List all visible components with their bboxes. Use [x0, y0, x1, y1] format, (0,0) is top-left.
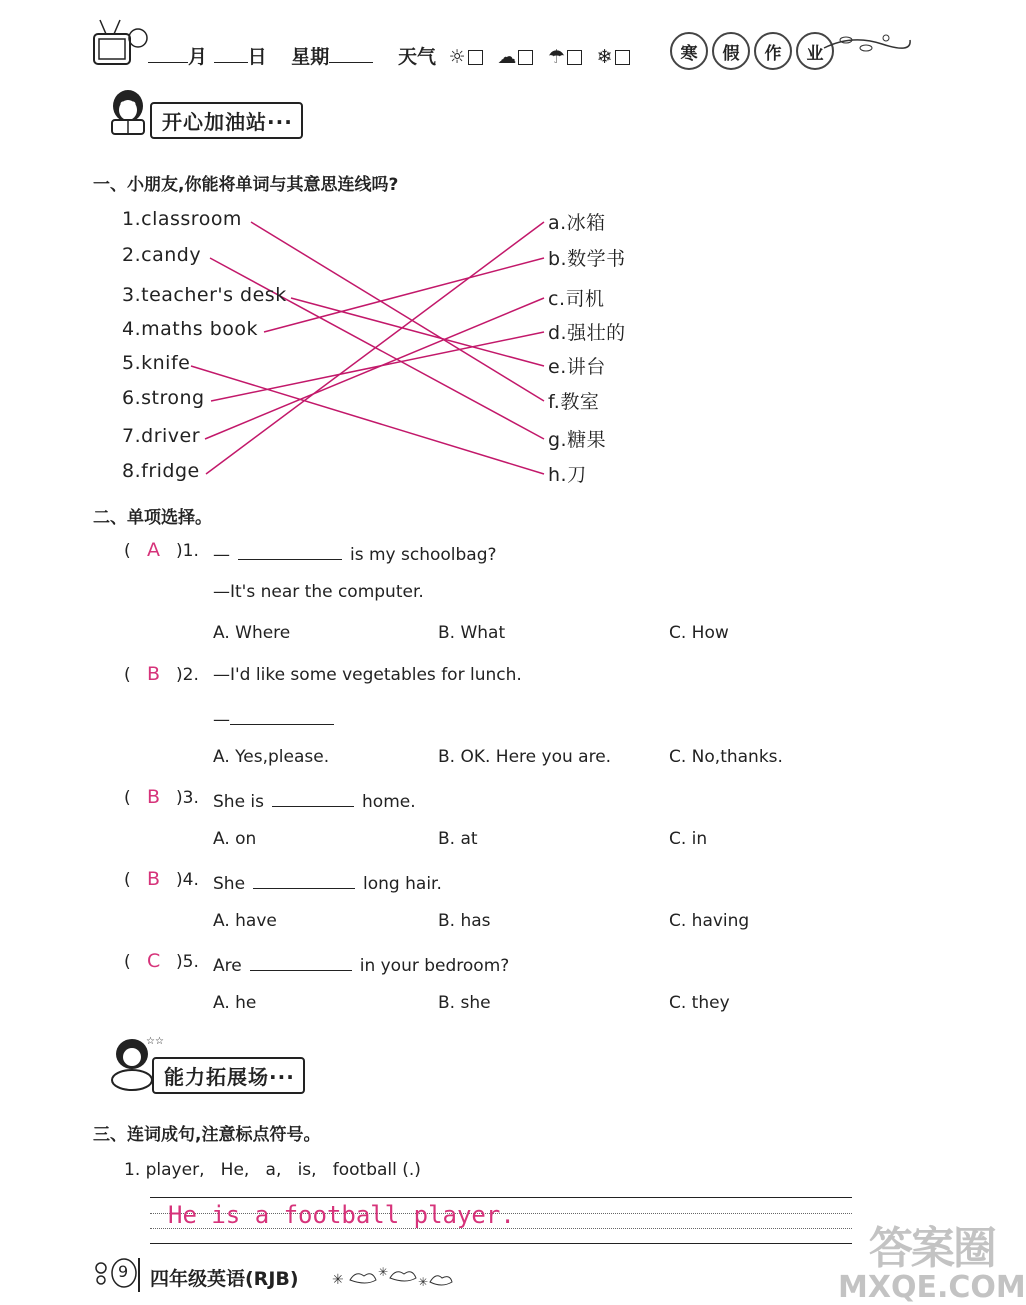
month-label: 月 [188, 46, 208, 68]
q1-title: 一、小朋友,你能将单词与其意思连线吗? [93, 175, 399, 195]
svg-text:✳: ✳ [332, 1272, 344, 1288]
svg-text:☆☆: ☆☆ [146, 1036, 164, 1047]
question-number: )1. [176, 541, 199, 561]
stem-text: in your bedroom? [359, 956, 510, 976]
option-choice[interactable]: B. What [438, 623, 506, 643]
answer-paren-open: ( [124, 665, 131, 685]
page-number-badge [92, 1256, 138, 1290]
stem-text: home. [362, 792, 416, 812]
option-choice[interactable]: B. at [438, 829, 478, 849]
reply-text: —It's near the computer. [213, 582, 424, 602]
answer-letter[interactable]: B [147, 868, 161, 890]
option-choice[interactable]: C. in [669, 829, 708, 849]
answer-paren-open: ( [124, 541, 131, 561]
answer-letter[interactable]: C [147, 950, 161, 972]
watermark-url: MXQE.COM [838, 1270, 1026, 1305]
section-badge-ability: 能力拓展场··· [152, 1057, 305, 1094]
header-date-row [148, 42, 373, 69]
page-number: 9 [118, 1262, 129, 1281]
answer-paren-open: ( [124, 870, 131, 890]
branch-decoration-icon [822, 26, 912, 66]
question-stem [213, 541, 497, 565]
footer-rule [138, 1258, 140, 1292]
answer-blank[interactable] [230, 706, 334, 725]
answer-letter[interactable]: B [147, 663, 161, 685]
answer-blank[interactable] [253, 870, 355, 889]
option-choice[interactable]: C. No,thanks. [669, 747, 783, 767]
answer-blank[interactable] [272, 788, 354, 807]
option-choice[interactable]: B. OK. Here you are. [438, 747, 612, 767]
writing-line-top [150, 1197, 852, 1198]
weather-label: 天气 [398, 46, 437, 68]
penguin-mascot-icon [104, 84, 152, 144]
sun-icon[interactable]: ☼ [449, 46, 483, 68]
match-left-item[interactable]: 3.teacher's desk [122, 284, 287, 306]
match-right-item[interactable]: f.教室 [548, 391, 600, 413]
option-choice[interactable]: A. on [213, 829, 257, 849]
header-weather-row [398, 42, 630, 69]
q2-title: 二、单项选择。 [93, 508, 212, 528]
writing-line-bottom [150, 1243, 852, 1244]
weekday-label: 星期 [291, 46, 330, 68]
match-right-item[interactable]: g.糖果 [548, 429, 607, 451]
day-label: 日 [247, 46, 267, 68]
question-number: )4. [176, 870, 199, 890]
match-left-item[interactable]: 7.driver [122, 425, 201, 447]
question-stem [213, 870, 442, 894]
q3-word-list: 1. player, He, a, is, football (.) [124, 1160, 421, 1180]
day-blank[interactable] [214, 44, 248, 63]
match-right-item[interactable]: d.强壮的 [548, 322, 626, 344]
question-stem [213, 665, 522, 685]
badge-char: 业 [796, 32, 834, 70]
stem-text: long hair. [363, 874, 442, 894]
match-line [206, 222, 544, 474]
svg-text:✳: ✳ [378, 1265, 389, 1279]
match-line [191, 366, 544, 474]
snow-icon[interactable]: ❄ [597, 46, 630, 68]
option-choice[interactable]: B. has [438, 911, 491, 931]
question-stem [213, 952, 509, 976]
answer-letter[interactable]: B [147, 786, 161, 808]
option-choice[interactable]: C. they [669, 993, 730, 1013]
match-left-item[interactable]: 8.fridge [122, 460, 200, 482]
reply-text: — [213, 710, 230, 730]
answer-paren-open: ( [124, 952, 131, 972]
question-number: )3. [176, 788, 199, 808]
footer-subject: 四年级英语(RJB) [150, 1268, 299, 1290]
option-choice[interactable]: C. How [669, 623, 729, 643]
match-left-item[interactable]: 1.classroom [122, 208, 242, 230]
match-line [291, 298, 544, 366]
match-right-item[interactable]: e.讲台 [548, 356, 606, 378]
cloud-decoration-icon [330, 1262, 460, 1296]
option-choice[interactable]: A. have [213, 911, 277, 931]
option-choice[interactable]: A. Where [213, 623, 291, 643]
match-right-item[interactable]: a.冰箱 [548, 212, 606, 234]
match-line [264, 258, 544, 332]
match-left-item[interactable]: 2.candy [122, 244, 202, 266]
match-right-item[interactable]: b.数学书 [548, 248, 626, 270]
stem-text: She [213, 874, 246, 894]
question-stem [213, 788, 416, 812]
answer-paren-open: ( [124, 788, 131, 808]
question-number: )2. [176, 665, 199, 685]
answer-blank[interactable] [238, 541, 342, 560]
winter-homework-badge [670, 32, 834, 70]
option-choice[interactable]: C. having [669, 911, 750, 931]
match-right-item[interactable]: c.司机 [548, 288, 605, 310]
answer-blank[interactable] [250, 952, 352, 971]
question-reply [213, 706, 334, 730]
stem-text: Are [213, 956, 242, 976]
badge-char: 作 [754, 32, 792, 70]
option-choice[interactable]: B. she [438, 993, 491, 1013]
question-number: )5. [176, 952, 199, 972]
option-choice[interactable]: A. Yes,please. [213, 747, 330, 767]
stem-text: —I'd like some vegetables for lunch. [213, 665, 522, 685]
badge-char: 寒 [670, 32, 708, 70]
stem-text: — [213, 545, 230, 565]
header-tv-icon [90, 14, 150, 74]
section-badge-happy: 开心加油站··· [150, 102, 303, 139]
match-right-item[interactable]: h.刀 [548, 464, 587, 486]
weekday-blank[interactable] [329, 44, 373, 63]
answer-letter[interactable]: A [147, 539, 160, 561]
match-left-item[interactable]: 6.strong [122, 387, 205, 409]
rain-icon[interactable]: ☂ [548, 46, 582, 68]
badge-char: 假 [712, 32, 750, 70]
option-choice[interactable]: A. he [213, 993, 257, 1013]
month-blank[interactable] [148, 44, 188, 63]
watermark-text: 答案圈 [868, 1223, 995, 1274]
match-line [251, 222, 544, 401]
q3-title: 三、连词成句,注意标点符号。 [93, 1125, 321, 1145]
match-left-item[interactable]: 5.knife [122, 352, 191, 374]
svg-text:✳: ✳ [418, 1275, 429, 1289]
watermark-logo [838, 1212, 1026, 1305]
q3-answer-text[interactable]: He is a football player. [168, 1201, 515, 1229]
question-reply [213, 582, 424, 602]
stem-text: is my schoolbag? [350, 545, 497, 565]
cloud-icon[interactable]: ☁ [497, 46, 533, 68]
match-left-item[interactable]: 4.maths book [122, 318, 259, 340]
stem-text: She is [213, 792, 265, 812]
